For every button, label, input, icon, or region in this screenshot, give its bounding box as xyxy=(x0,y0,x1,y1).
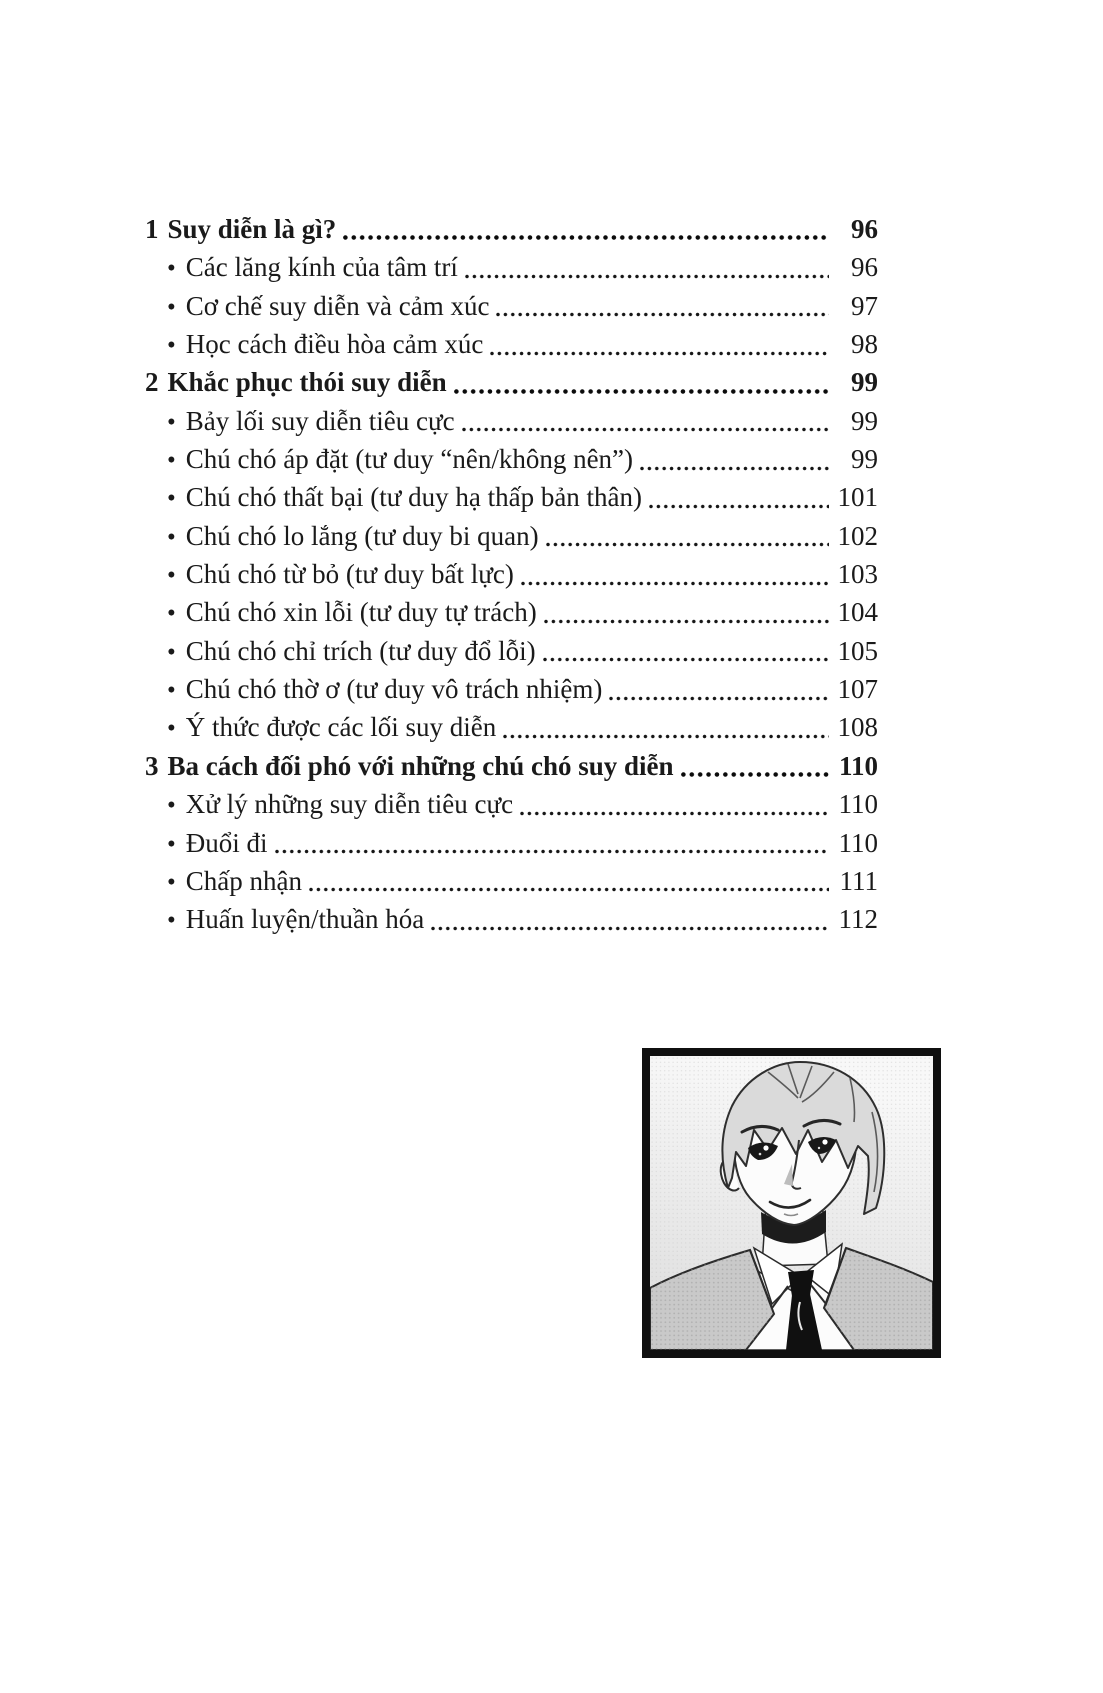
bullet-marker-icon: • xyxy=(167,408,176,436)
toc-sub-entry xyxy=(145,440,878,478)
dot-leader xyxy=(275,824,829,862)
bullet-marker-icon: • xyxy=(167,293,176,321)
toc-chapter-entry xyxy=(145,363,878,401)
dot-leader xyxy=(431,900,829,938)
dot-leader xyxy=(309,862,829,900)
toc-entry-label: Đuổi đi xyxy=(185,827,268,858)
toc-entry-page-number: 105 xyxy=(837,635,878,666)
toc-sub-entry xyxy=(145,708,878,746)
bullet-marker-icon: • xyxy=(167,868,176,896)
chapter-number: 1 xyxy=(145,214,159,244)
toc-entry-page-number: 112 xyxy=(838,904,878,935)
bullet-marker-icon: • xyxy=(167,447,176,475)
dot-leader xyxy=(609,670,829,708)
toc-sub-entry xyxy=(145,824,878,862)
toc-entry-page-number: 111 xyxy=(839,865,878,896)
dot-leader xyxy=(343,210,829,248)
bullet-marker-icon: • xyxy=(167,638,176,666)
toc-entry-page-number: 103 xyxy=(837,559,878,590)
toc-entry-label: Chú chó thờ ơ (tư duy vô trách nhiệm) xyxy=(185,674,603,705)
toc-sub-entry xyxy=(145,632,878,670)
toc-sub-entry xyxy=(145,478,878,516)
toc-sub-entry xyxy=(145,248,878,286)
toc-entry-page-number: 98 xyxy=(851,329,878,360)
table-of-contents xyxy=(145,210,878,939)
toc-entry-label: Cơ chế suy diễn và cảm xúc xyxy=(185,290,490,321)
toc-entry-page-number: 104 xyxy=(837,597,878,628)
toc-entry-label: Chú chó thất bại (tư duy hạ thấp bản thân) xyxy=(185,482,643,513)
chapter-number: 2 xyxy=(145,367,159,398)
toc-entry-page-number: 99 xyxy=(851,405,878,436)
dot-leader xyxy=(462,402,829,440)
dot-leader xyxy=(640,440,829,478)
chapter-number: 3 xyxy=(145,750,159,781)
portrait-drawing xyxy=(650,1056,933,1350)
toc-sub-entry xyxy=(145,900,878,938)
toc-entry-label: Bảy lối suy diễn tiêu cực xyxy=(185,405,455,436)
dot-leader xyxy=(454,363,829,401)
toc-entry-label: Chú chó xin lỗi (tư duy tự trách) xyxy=(185,597,537,628)
bullet-marker-icon: • xyxy=(167,600,176,628)
toc-entry-page-number: 101 xyxy=(837,482,878,513)
toc-entry-page-number: 107 xyxy=(837,674,878,705)
toc-entry-page-number: 108 xyxy=(837,712,878,743)
toc-entry-label: Chú chó từ bỏ (tư duy bất lực) xyxy=(185,559,514,590)
toc-entry-label: Chú chó lo lắng (tư duy bi quan) xyxy=(185,520,539,551)
bullet-marker-icon: • xyxy=(167,907,176,935)
toc-entry-label: Chấp nhận xyxy=(185,865,302,896)
toc-sub-entry xyxy=(145,517,878,555)
toc-entry-label: Suy diễn là gì? xyxy=(167,214,337,244)
toc-entry-label: Ba cách đối phó với những chú chó suy diễn xyxy=(167,750,674,781)
dot-leader xyxy=(681,747,829,785)
dot-leader xyxy=(465,248,829,286)
toc-entry-page-number: 102 xyxy=(837,520,878,551)
bullet-marker-icon: • xyxy=(167,677,176,705)
toc-entry-label: Chú chó chỉ trích (tư duy đổ lỗi) xyxy=(185,635,536,666)
bullet-marker-icon: • xyxy=(167,255,176,283)
dot-leader xyxy=(490,325,829,363)
toc-entry-page-number: 110 xyxy=(838,789,878,820)
toc-sub-entry xyxy=(145,287,878,325)
toc-entry-label: Xử lý những suy diễn tiêu cực xyxy=(185,789,514,820)
toc-sub-entry xyxy=(145,402,878,440)
toc-entry-label: Huấn luyện/thuần hóa xyxy=(185,904,425,935)
dot-leader xyxy=(543,632,829,670)
dot-leader xyxy=(544,593,829,631)
bullet-marker-icon: • xyxy=(167,792,176,820)
toc-entry-page-number: 110 xyxy=(838,750,878,781)
dot-leader xyxy=(496,287,829,325)
toc-chapter-entry xyxy=(145,210,878,248)
toc-sub-entry xyxy=(145,593,878,631)
toc-entry-page-number: 99 xyxy=(851,444,878,475)
toc-sub-entry xyxy=(145,555,878,593)
toc-sub-entry xyxy=(145,862,878,900)
dot-leader xyxy=(520,785,829,823)
dot-leader xyxy=(546,517,829,555)
toc-entry-label: Khắc phục thói suy diễn xyxy=(167,367,447,398)
toc-entry-label: Ý thức được các lối suy diễn xyxy=(185,712,497,743)
dot-leader xyxy=(521,555,829,593)
toc-entry-label: Chú chó áp đặt (tư duy “nên/không nên”) xyxy=(185,444,634,475)
toc-entry-page-number: 97 xyxy=(851,290,878,321)
toc-sub-entry xyxy=(145,785,878,823)
bullet-marker-icon: • xyxy=(167,715,176,743)
bullet-marker-icon: • xyxy=(167,485,176,513)
bullet-marker-icon: • xyxy=(167,830,176,858)
manga-portrait-illustration xyxy=(642,1048,941,1358)
toc-entry-page-number: 96 xyxy=(851,214,878,244)
dot-leader xyxy=(649,478,829,516)
toc-entry-label: Học cách điều hòa cảm xúc xyxy=(185,329,484,360)
toc-chapter-entry xyxy=(145,747,878,785)
toc-entry-page-number: 110 xyxy=(838,827,878,858)
toc-entry-page-number: 99 xyxy=(851,367,878,398)
toc-entry-label: Các lăng kính của tâm trí xyxy=(185,252,458,283)
toc-sub-entry xyxy=(145,325,878,363)
toc-sub-entry xyxy=(145,670,878,708)
bullet-marker-icon: • xyxy=(167,332,176,360)
dot-leader xyxy=(503,708,829,746)
bullet-marker-icon: • xyxy=(167,562,176,590)
bullet-marker-icon: • xyxy=(167,523,176,551)
toc-entry-page-number: 96 xyxy=(851,252,878,283)
